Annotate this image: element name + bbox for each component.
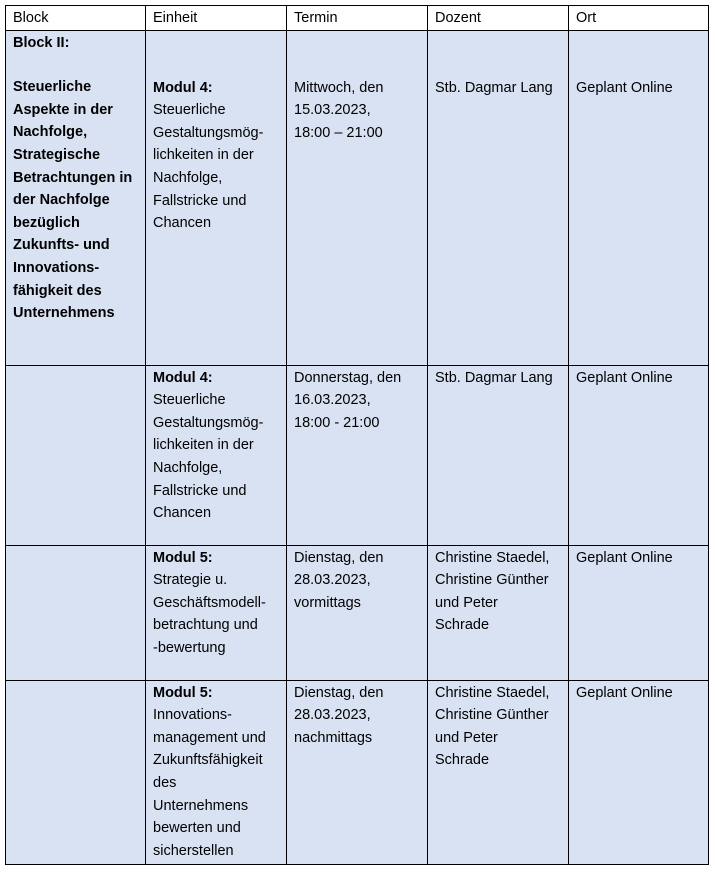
lecturer-line: Christine Günther — [435, 572, 549, 589]
einheit-cell — [146, 365, 287, 545]
block-cell — [6, 30, 146, 365]
date-line: Donnerstag, den — [294, 369, 402, 386]
topic-line: Steuerliche — [153, 102, 226, 119]
block-title — [13, 76, 138, 325]
einheit-cell — [146, 30, 287, 365]
module-label: Modul 5: — [153, 684, 213, 701]
date-line: vormittags — [294, 594, 361, 611]
date-line: Mittwoch, den — [294, 79, 384, 96]
table-row — [6, 365, 709, 545]
topic-line: Nachfolge, — [153, 169, 223, 186]
place-text: Geplant Online — [576, 79, 673, 96]
block-title-line: Steuerliche — [13, 79, 92, 96]
topic-line: Gestaltungsmög- — [153, 414, 264, 431]
termin-cell — [287, 545, 428, 680]
lecturer-line: Stb. Dagmar Lang — [435, 369, 553, 386]
lecturer-line: Christine Günther — [435, 707, 549, 724]
block-title-line: Unternehmens — [13, 305, 115, 322]
block-title-line: bezüglich — [13, 214, 80, 231]
ort-cell — [569, 30, 709, 365]
termin-cell — [287, 365, 428, 545]
table-row — [6, 545, 709, 680]
lecturer-line: Christine Staedel, — [435, 549, 550, 566]
date-line: 28.03.2023, — [294, 572, 371, 589]
topic-line: Geschäftsmodell- — [153, 594, 266, 611]
topic-line: Strategie u. — [153, 572, 228, 589]
block-title-line: Betrachtungen in — [13, 169, 133, 186]
place-text: Geplant Online — [576, 684, 673, 701]
topic-line: lichkeiten in der — [153, 437, 254, 454]
block-title-line: Nachfolge, — [13, 124, 88, 141]
topic-line: Steuerliche — [153, 392, 226, 409]
block-title-line: Innovations- — [13, 259, 100, 276]
date-line: 28.03.2023, — [294, 707, 371, 724]
topic-line: sicherstellen — [153, 842, 234, 859]
dozent-cell — [428, 365, 569, 545]
topic-line: Chancen — [153, 505, 212, 522]
topic-line: des — [153, 774, 177, 791]
termin-cell — [287, 680, 428, 864]
topic-line: Fallstricke und — [153, 482, 247, 499]
place-text: Geplant Online — [576, 369, 673, 386]
lecturer-line: und Peter — [435, 594, 498, 611]
topic-line: management und — [153, 729, 266, 746]
date-line: Dienstag, den — [294, 684, 384, 701]
topic-line: lichkeiten in der — [153, 147, 254, 164]
date-line: Dienstag, den — [294, 549, 384, 566]
topic-line: Gestaltungsmög- — [153, 124, 264, 141]
lecturer-line: und Peter — [435, 729, 498, 746]
topic-line: Zukunftsfähigkeit — [153, 752, 263, 769]
date-line: 18:00 – 21:00 — [294, 124, 383, 141]
lecturer-line: Christine Staedel, — [435, 684, 550, 701]
block-title-line: Zukunfts- und — [13, 237, 110, 254]
date-line: 15.03.2023, — [294, 102, 371, 119]
topic-line: Fallstricke und — [153, 192, 247, 209]
ort-cell — [569, 365, 709, 545]
lecturer-line: Schrade — [435, 617, 490, 634]
block-cell-empty — [6, 365, 146, 545]
einheit-cell — [146, 680, 287, 864]
ort-cell — [569, 545, 709, 680]
topic-line: Unternehmens — [153, 797, 249, 814]
block-cell-empty — [6, 545, 146, 680]
header-row — [6, 6, 709, 31]
block-title-line: Aspekte in der — [13, 101, 113, 118]
header-ort: Ort — [569, 6, 709, 31]
topic-line: Innovations- — [153, 707, 232, 724]
block-label: Block II: — [13, 34, 70, 51]
dozent-cell — [428, 545, 569, 680]
schedule-table — [5, 5, 709, 865]
block-cell-empty — [6, 680, 146, 864]
table-row — [6, 680, 709, 864]
date-line: 16.03.2023, — [294, 392, 371, 409]
dozent-cell — [428, 30, 569, 365]
termin-cell — [287, 30, 428, 365]
block-title-line: fähigkeit des — [13, 282, 102, 299]
module-label: Modul 4: — [153, 79, 213, 96]
einheit-cell — [146, 545, 287, 680]
header-dozent: Dozent — [428, 6, 569, 31]
header-einheit: Einheit — [146, 6, 287, 31]
module-label: Modul 5: — [153, 549, 213, 566]
header-termin: Termin — [287, 6, 428, 31]
lecturer-line: Stb. Dagmar Lang — [435, 79, 553, 96]
date-line: nachmittags — [294, 729, 373, 746]
topic-line: bewerten und — [153, 820, 241, 837]
place-text: Geplant Online — [576, 549, 673, 566]
block-title-line: der Nachfolge — [13, 192, 110, 209]
dozent-cell — [428, 680, 569, 864]
table-row — [6, 30, 709, 365]
block-title-line: Strategische — [13, 146, 101, 163]
topic-line: Nachfolge, — [153, 459, 223, 476]
topic-line: betrachtung und — [153, 617, 258, 634]
topic-line: -bewertung — [153, 639, 226, 656]
module-label: Modul 4: — [153, 369, 213, 386]
topic-line: Chancen — [153, 215, 212, 232]
lecturer-line: Schrade — [435, 752, 490, 769]
date-line: 18:00 - 21:00 — [294, 414, 380, 431]
header-block: Block — [6, 6, 146, 31]
ort-cell — [569, 680, 709, 864]
